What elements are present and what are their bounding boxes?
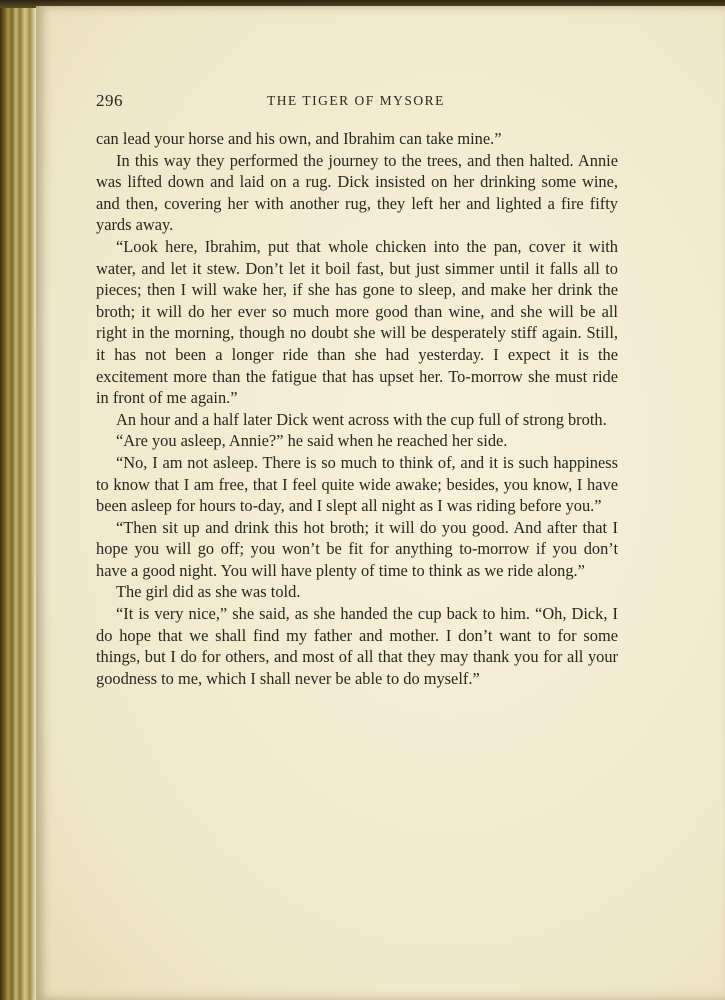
paragraph: “Then sit up and drink this hot broth; it will do you good. And after that I hope you will go off; you won’t be fit for anything to-morrow if you don’t have a good night. You will have plenty of time to think as we ride along.” bbox=[96, 517, 618, 580]
book-spine bbox=[0, 0, 40, 1000]
running-header bbox=[96, 91, 616, 115]
paragraph: “Are you asleep, Annie?” he said when he reached her side. bbox=[116, 431, 508, 451]
paragraph: “It is very nice,” she said, as she handed the cup back to him. “Oh, Dick, I do hope that we shall find my father and mother. I don’t want to for some things, but I do for others, and most of all that they may thank you for all your goodness to me, which I shall never be able to do myself.” bbox=[96, 604, 618, 688]
paragraph: can lead your horse and his own, and Ibrahim can take mine.” bbox=[96, 129, 502, 148]
paragraph: “Look here, Ibrahim, put that whole chicken into the pan, cover it with water, and let it stew. Don’t let it boil fast, but just simmer until it falls all to pieces; then I will wake her, if she has gone to sleep, and make her drink the broth; it will do her ever so much more good than wine, and she will be all right in the morning, though no doubt she will be desperately stiff again. Still, it has not been a longer ride than she had yesterday. I expect it is the excitement more than the fatigue that has upset her. To-morrow she must ride in front of me again.” bbox=[96, 236, 618, 408]
paragraph: “No, I am not asleep. There is so much to think of, and it is such happiness to know that I am free, that I feel quite wide awake; besides, you know, I have been asleep for hours to-day, and I slept all night as I was riding before you.” bbox=[96, 452, 618, 516]
body-text bbox=[96, 128, 618, 689]
paragraph: In this way they performed the journey to the trees, and then halted. Annie was lifted down and laid on a rug. Dick insisted on her drinking some wine, and then, covering her with another rug, they left her and lighted a fire fifty yards away. bbox=[96, 150, 618, 235]
running-title: THE TIGER OF MYSORE bbox=[267, 93, 445, 108]
page-number: 296 bbox=[96, 91, 123, 110]
paragraph: The girl did as she was told. bbox=[116, 582, 301, 602]
paragraph: An hour and a half later Dick went across with the cup full of strong broth. bbox=[116, 409, 607, 429]
